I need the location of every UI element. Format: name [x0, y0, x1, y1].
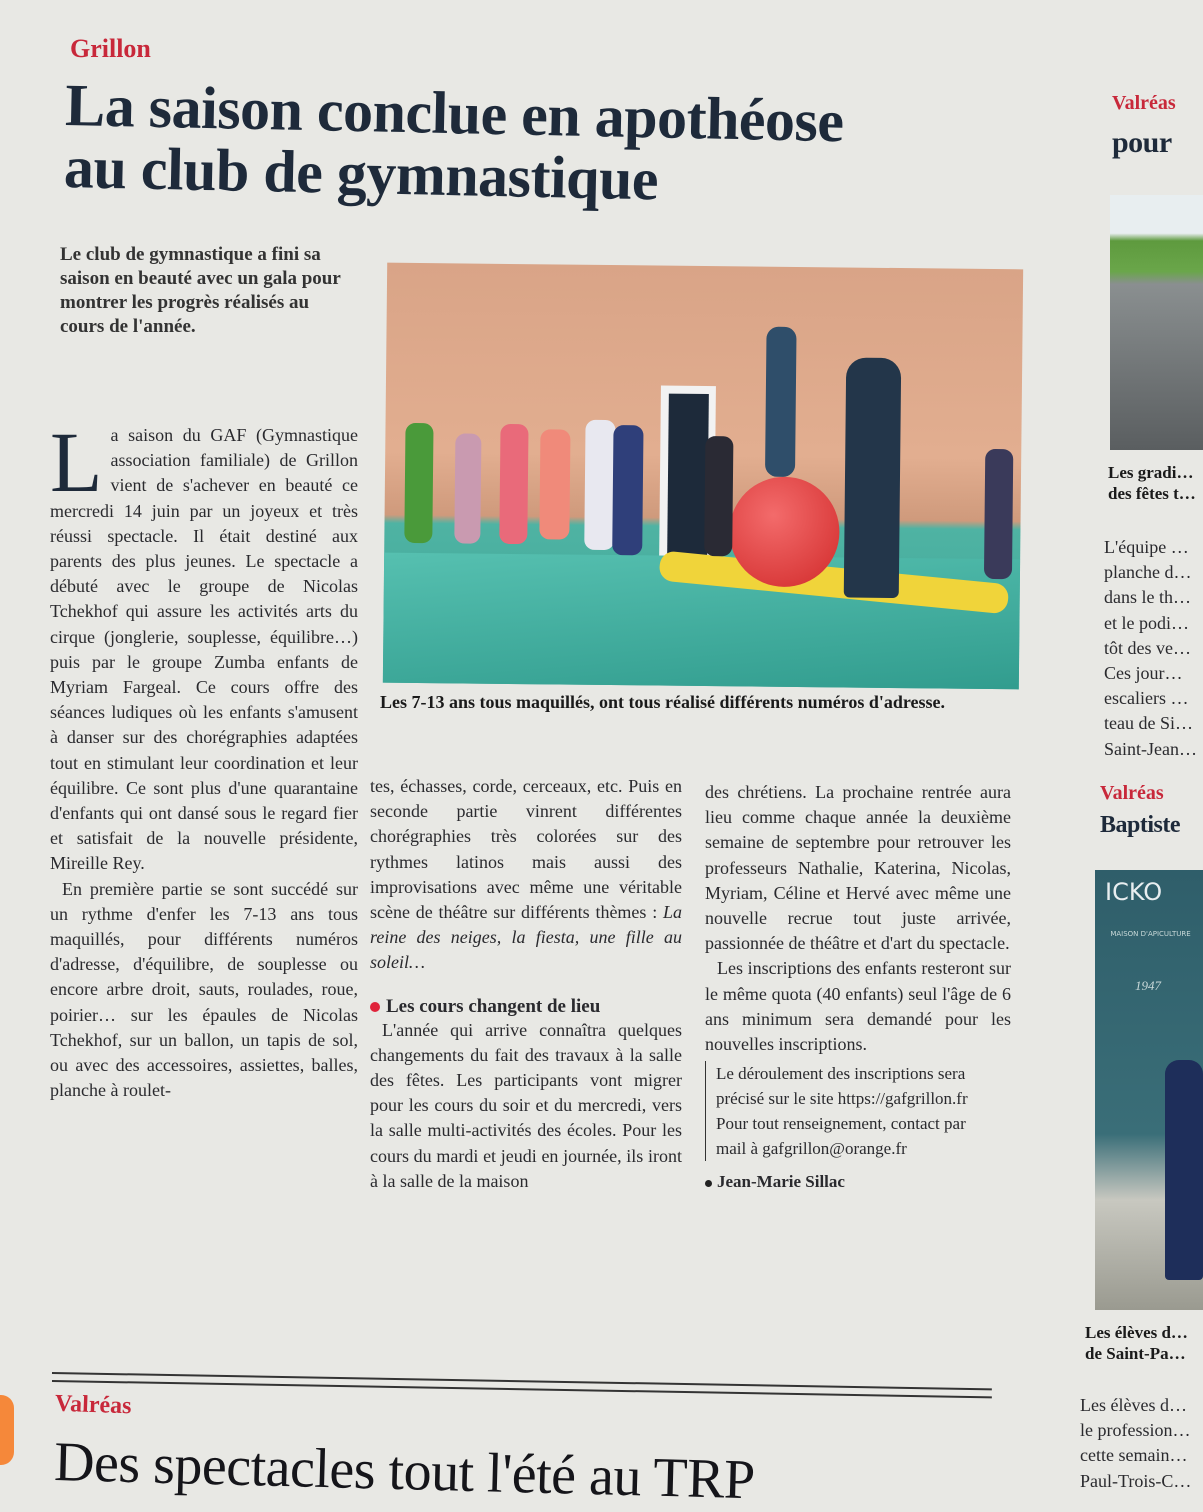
sidebar-headline-1: pour — [1112, 126, 1172, 159]
orange-marker — [0, 1395, 14, 1465]
article-lead: Le club de gymnastique a fini sa saison en beauté avec un gala pour montrer les progrès réalisés au cours de l'année. — [60, 244, 341, 337]
headline-line-1: La saison conclue en apothéose — [64, 72, 845, 155]
article-column-3 — [705, 780, 1011, 1194]
article-headline — [63, 74, 844, 214]
paragraph: tes, échasses, corde, cerceaux, etc. Puis en seconde partie vinrent différentes chorégraphies très colorées sur des rythmes latinos mais aussi des improvisations avec même une véritable scène de théâtre sur différents thèmes : — [370, 776, 682, 923]
bullet-icon — [705, 1180, 712, 1187]
article-photo — [383, 263, 1023, 690]
article-kicker: Grillon — [70, 34, 151, 63]
sidebar-text-2: Les élèves d… le profession… cette semain… Paul-Trois-C… — [1080, 1395, 1192, 1491]
next-article-kicker: Valréas — [54, 1390, 132, 1420]
divider — [52, 1380, 992, 1398]
sidebar-text-1: L'équipe … planche d… dans le th… et le podi… tôt des ve… Ces jour… escaliers … teau de Si… Saint-Jean… — [1104, 537, 1197, 759]
sidebar-photo-2 — [1095, 870, 1203, 1310]
italic-themes: La reine des neiges, la fiesta, une fille au soleil… — [370, 902, 682, 973]
sidebar-kicker-1: Valréas — [1112, 92, 1176, 114]
photo-sign-sub: MAISON D'APICULTURE — [1110, 930, 1191, 938]
bullet-icon — [370, 1002, 380, 1012]
byline: Jean-Marie Sillac — [705, 1169, 1011, 1194]
sidebar-headline-2: Baptiste — [1100, 812, 1180, 838]
headline-line-2: au club de gymnastique — [63, 133, 659, 213]
sidebar-kicker-2: Valréas — [1100, 782, 1164, 804]
paragraph: L'année qui arrive connaîtra quelques changements du fait des travaux à la salle des fêtes. Les participants vont migrer pour les cours du soir et du mercredi, vers la salle multi-activités des écoles. Pour les cours du mardi et jeudi en journée, ils iront à la salle de la maison — [370, 1019, 682, 1191]
subheading: Les cours changent de lieu — [370, 996, 682, 1018]
sidebar-caption-1: Les gradi… des fêtes t… — [1108, 463, 1196, 503]
paragraph: Les inscriptions des enfants resteront sur le même quota (40 enfants) seul l'âge de 6 ans minimum sera demandé pour les nouvelles inscriptions. — [705, 958, 1011, 1055]
sidebar-caption-2: Les élèves d… de Saint-Pa… — [1085, 1323, 1188, 1363]
next-article-headline: Des spectacles tout l'été au TRP — [53, 1430, 756, 1512]
photo-sign-year: 1947 — [1135, 978, 1161, 993]
info-box: Le déroulement des inscriptions sera précisé sur le site https://gafgrillon.fr Pour tout renseignement, contact par mail à gafgrillon@orange.fr — [705, 1061, 976, 1161]
sidebar-photo-1 — [1110, 195, 1203, 450]
paragraph: a saison du GAF (Gymnastique association familiale) de Grillon vient de s'achever en beauté ce mercredi 14 juin par un joyeux et très réussi spectacle. Il était destiné aux parents des plus jeunes. Le spectacle a débuté avec le groupe de Nicolas Tchekhof qui assure les activités arts du cirque (jonglerie, souplesse, équilibre…) puis par le groupe Zumba enfants de Myriam Fargeal. Ce cours offre des séances ludiques où les enfants s'amusent à danser sur des chorégraphies adaptées tout en stimulant leur coordination et leur équilibre. Ce sont plus d'une quarantaine d'enfants qui ont dansé sous le regard fier et satisfait de la nouvelle présidente, Mireille Rey. — [50, 425, 358, 874]
article-column-1 — [50, 414, 358, 1103]
article-column-2 — [370, 774, 682, 1194]
photo-sign: ICKO — [1105, 878, 1163, 906]
dropcap: L — [50, 414, 103, 510]
photo-caption: Les 7-13 ans tous maquillés, ont tous réalisé différents numéros d'adresse. — [380, 692, 946, 712]
paragraph: des chrétiens. La prochaine rentrée aura lieu comme chaque année la deuxième semaine de septembre pour retrouver les professeurs Nathalie, Katerina, Nicolas, Myriam, Céline et Hervé avec même une nouvelle recrue tout juste arrivée, passionnée de théâtre et d'art du spectacle. — [705, 782, 1011, 954]
paragraph: En première partie se sont succédé sur un rythme d'enfer les 7-13 ans tous maquillés, pour différents numéros d'adresse, d'équilibre, de souplesse ou encore arbre droit, sauts, roulades, roue, poirier… sur les épaules de Nicolas Tchekhof, sur un ballon, un tapis de sol, ou avec des accessoires, assiettes, balles, planche à roulet- — [50, 878, 358, 1101]
